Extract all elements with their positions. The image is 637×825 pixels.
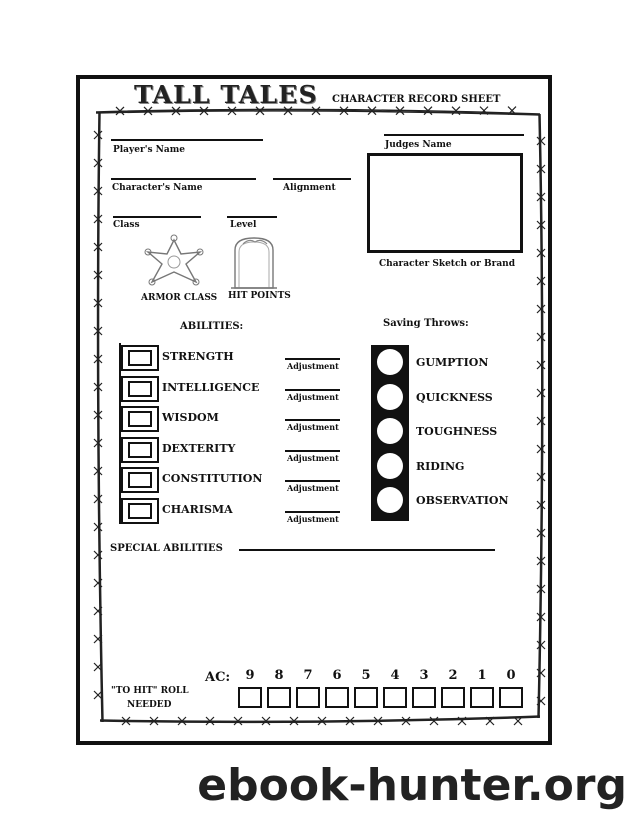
- ability-score-box[interactable]: [121, 345, 159, 371]
- ability-label: INTELLIGENCE: [162, 380, 260, 394]
- ability-score-box[interactable]: [121, 467, 159, 493]
- ability-score-inner: [128, 381, 152, 397]
- ability-score-inner: [128, 411, 152, 427]
- ac-value: 1: [477, 668, 487, 683]
- saving-throw-circle[interactable]: [377, 384, 403, 410]
- adjustment-line[interactable]: [285, 419, 340, 421]
- saving-throw-circle[interactable]: [377, 418, 403, 444]
- ac-value: 9: [245, 668, 255, 683]
- to-hit-box[interactable]: [383, 687, 407, 708]
- sheet-title: CHARACTER RECORD SHEET: [332, 94, 501, 105]
- to-hit-box[interactable]: [354, 687, 378, 708]
- adjustment-label: Adjustment: [287, 361, 339, 371]
- to-hit-label: "TO HIT" ROLL: [111, 686, 189, 696]
- level-line[interactable]: [227, 216, 277, 218]
- to-hit-needed-label: NEEDED: [127, 700, 172, 710]
- character-sketch-label: Character Sketch or Brand: [379, 259, 516, 269]
- ability-score-box[interactable]: [121, 376, 159, 402]
- saving-throw-label: RIDING: [416, 459, 465, 473]
- ability-label: DEXTERITY: [162, 441, 236, 455]
- adjustment-line[interactable]: [285, 389, 340, 391]
- adjustment-line[interactable]: [285, 358, 340, 360]
- sheriff-star-icon[interactable]: [140, 232, 208, 290]
- player-name-line[interactable]: [111, 139, 263, 141]
- ability-score-inner: [128, 503, 152, 519]
- alignment-line[interactable]: [273, 178, 351, 180]
- alignment-label: Alignment: [283, 183, 336, 193]
- ac-label: AC:: [205, 670, 231, 685]
- to-hit-box[interactable]: [296, 687, 320, 708]
- saving-throw-label: GUMPTION: [416, 356, 489, 369]
- to-hit-box[interactable]: [441, 687, 465, 708]
- logo-title: TALL TALES: [134, 80, 318, 109]
- ability-score-box[interactable]: [121, 406, 159, 432]
- ability-label: CONSTITUTION: [162, 472, 263, 485]
- hit-points-label: HIT POINTS: [228, 291, 291, 301]
- ac-value: 5: [361, 668, 371, 683]
- ac-value: 8: [274, 668, 284, 683]
- adjustment-label: Adjustment: [287, 483, 339, 493]
- to-hit-box[interactable]: [499, 687, 523, 708]
- judges-name-line[interactable]: [384, 134, 524, 136]
- character-name-line[interactable]: [111, 178, 256, 180]
- to-hit-box[interactable]: [470, 687, 494, 708]
- character-name-label: Character's Name: [112, 183, 203, 193]
- player-name-label: Player's Name: [113, 145, 185, 155]
- watermark-text: ebook-hunter.org: [197, 760, 627, 811]
- level-label: Level: [230, 220, 257, 230]
- special-abilities-line[interactable]: [239, 549, 495, 551]
- saving-throw-circle[interactable]: [377, 453, 403, 479]
- adjustment-line[interactable]: [285, 480, 340, 482]
- character-sketch-box[interactable]: [367, 153, 523, 253]
- ability-score-box[interactable]: [121, 437, 159, 463]
- tombstone-icon[interactable]: [229, 234, 279, 290]
- adjustment-label: Adjustment: [287, 452, 339, 463]
- saving-throw-label: TOUGHNESS: [416, 425, 498, 438]
- judges-name-label: Judges Name: [385, 140, 452, 150]
- ability-score-box[interactable]: [121, 498, 159, 524]
- adjustment-line[interactable]: [285, 450, 340, 452]
- to-hit-box[interactable]: [325, 687, 349, 708]
- saving-throw-circle[interactable]: [377, 349, 403, 375]
- adjustment-label: Adjustment: [287, 391, 339, 402]
- ability-label: CHARISMA: [162, 502, 233, 516]
- saving-throws-heading: Saving Throws:: [383, 318, 469, 329]
- saving-throw-circle[interactable]: [377, 487, 403, 513]
- to-hit-box[interactable]: [238, 687, 262, 708]
- ac-value: 2: [448, 668, 458, 683]
- ability-score-inner: [128, 350, 152, 366]
- ac-value: 0: [506, 668, 516, 683]
- to-hit-box[interactable]: [267, 687, 291, 708]
- ability-label: WISDOM: [162, 411, 219, 424]
- ability-score-inner: [128, 472, 152, 488]
- special-abilities-label: SPECIAL ABILITIES: [110, 543, 223, 554]
- ability-score-inner: [128, 442, 152, 458]
- ability-label: STRENGTH: [162, 350, 234, 363]
- armor-class-label: ARMOR CLASS: [141, 293, 218, 303]
- saving-throw-label: QUICKNESS: [416, 390, 493, 404]
- adjustment-label: Adjustment: [287, 422, 339, 432]
- class-line[interactable]: [113, 216, 201, 218]
- ac-value: 6: [332, 668, 342, 683]
- ac-value: 4: [390, 668, 400, 683]
- ac-value: 7: [303, 668, 313, 683]
- adjustment-label: Adjustment: [287, 513, 339, 524]
- adjustment-line[interactable]: [285, 511, 340, 513]
- to-hit-box[interactable]: [412, 687, 436, 708]
- saving-throw-label: OBSERVATION: [416, 494, 509, 507]
- abilities-heading: ABILITIES:: [180, 321, 244, 332]
- ac-value: 3: [419, 668, 429, 683]
- class-label: Class: [113, 220, 140, 230]
